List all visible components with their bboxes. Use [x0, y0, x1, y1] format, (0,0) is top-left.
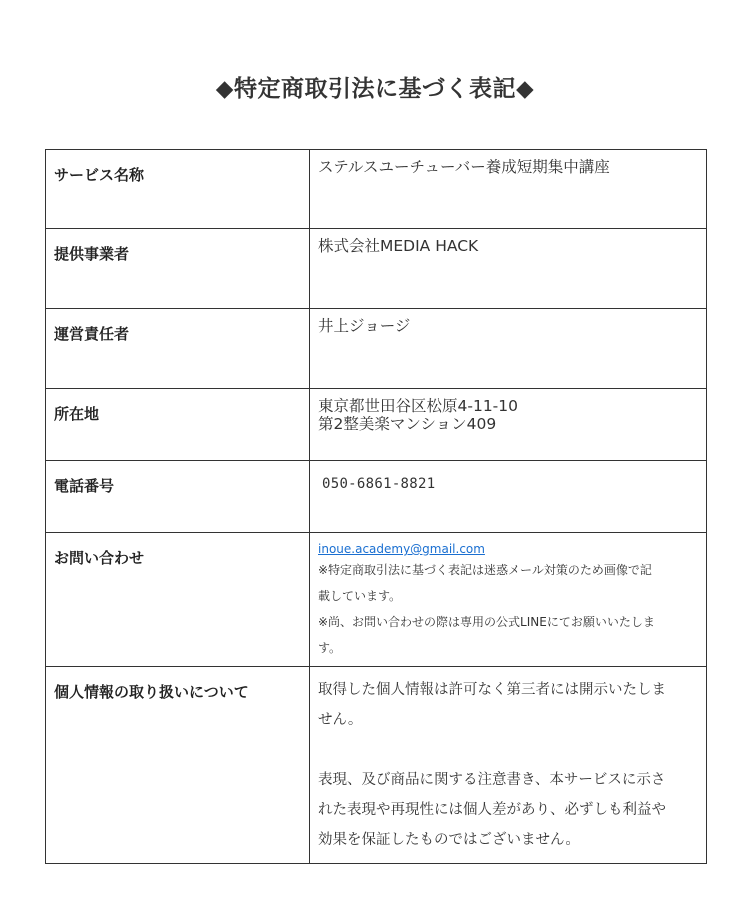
privacy-line: 取得した個人情報は許可なく第三者には開示いたしま: [318, 682, 666, 698]
contact-note-line: ※尚、お問い合わせの際は専用の公式LINEにてお願いいたしま: [318, 615, 655, 629]
contact-note-line: ※特定商取引法に基づく表記は迷惑メール対策のため画像で記: [318, 563, 652, 577]
row-label-address: 所在地: [46, 389, 310, 461]
contact-note-line: 載しています。: [318, 589, 402, 603]
table-row: [46, 533, 707, 667]
address-line-2: 第2整美楽マンション409: [318, 415, 497, 433]
contact-email-link[interactable]: inoue.academy@gmail.com: [318, 542, 485, 556]
row-label-provider: 提供事業者: [46, 229, 310, 309]
contact-note-line: す。: [318, 641, 342, 655]
row-label-privacy: 個人情報の取り扱いについて: [46, 667, 310, 864]
row-value-provider: [310, 229, 707, 309]
value-line: 株式会社MEDIA HACK: [318, 237, 479, 255]
table-row: [46, 229, 707, 309]
contact-notes: [318, 557, 698, 661]
row-value-privacy: [310, 667, 707, 864]
table-row: [46, 309, 707, 389]
privacy-line: せん。: [318, 712, 363, 728]
value-line: 井上ジョージ: [318, 317, 411, 335]
row-value-contact: [310, 533, 707, 667]
privacy-line: 効果を保証したものではございません。: [318, 832, 580, 848]
row-value-phone: [310, 461, 707, 533]
page-title: ◆特定商取引法に基づく表記◆: [215, 76, 535, 102]
row-label-phone: 電話番号: [46, 461, 310, 533]
privacy-line: 表現、及び商品に関する注意書き、本サービスに示さ: [318, 772, 666, 788]
table-row: [46, 389, 707, 461]
table-row: [46, 150, 707, 229]
row-value-manager: [310, 309, 707, 389]
legal-info-table: [45, 149, 707, 864]
row-label-manager: 運営責任者: [46, 309, 310, 389]
row-value-service-name: [310, 150, 707, 229]
privacy-line: れた表現や再現性には個人差があり、必ずしも利益や: [318, 802, 666, 818]
value-line: ステルスユーチューバー養成短期集中講座: [318, 158, 610, 176]
table-row: [46, 461, 707, 533]
table-row: [46, 667, 707, 864]
row-label-contact: お問い合わせ: [46, 533, 310, 667]
row-label-service-name: サービス名称: [46, 150, 310, 229]
address-line-1: 東京都世田谷区松原4-11-10: [318, 397, 518, 415]
row-value-address: [310, 389, 707, 461]
phone-number: 050-6861-8821: [322, 476, 436, 492]
